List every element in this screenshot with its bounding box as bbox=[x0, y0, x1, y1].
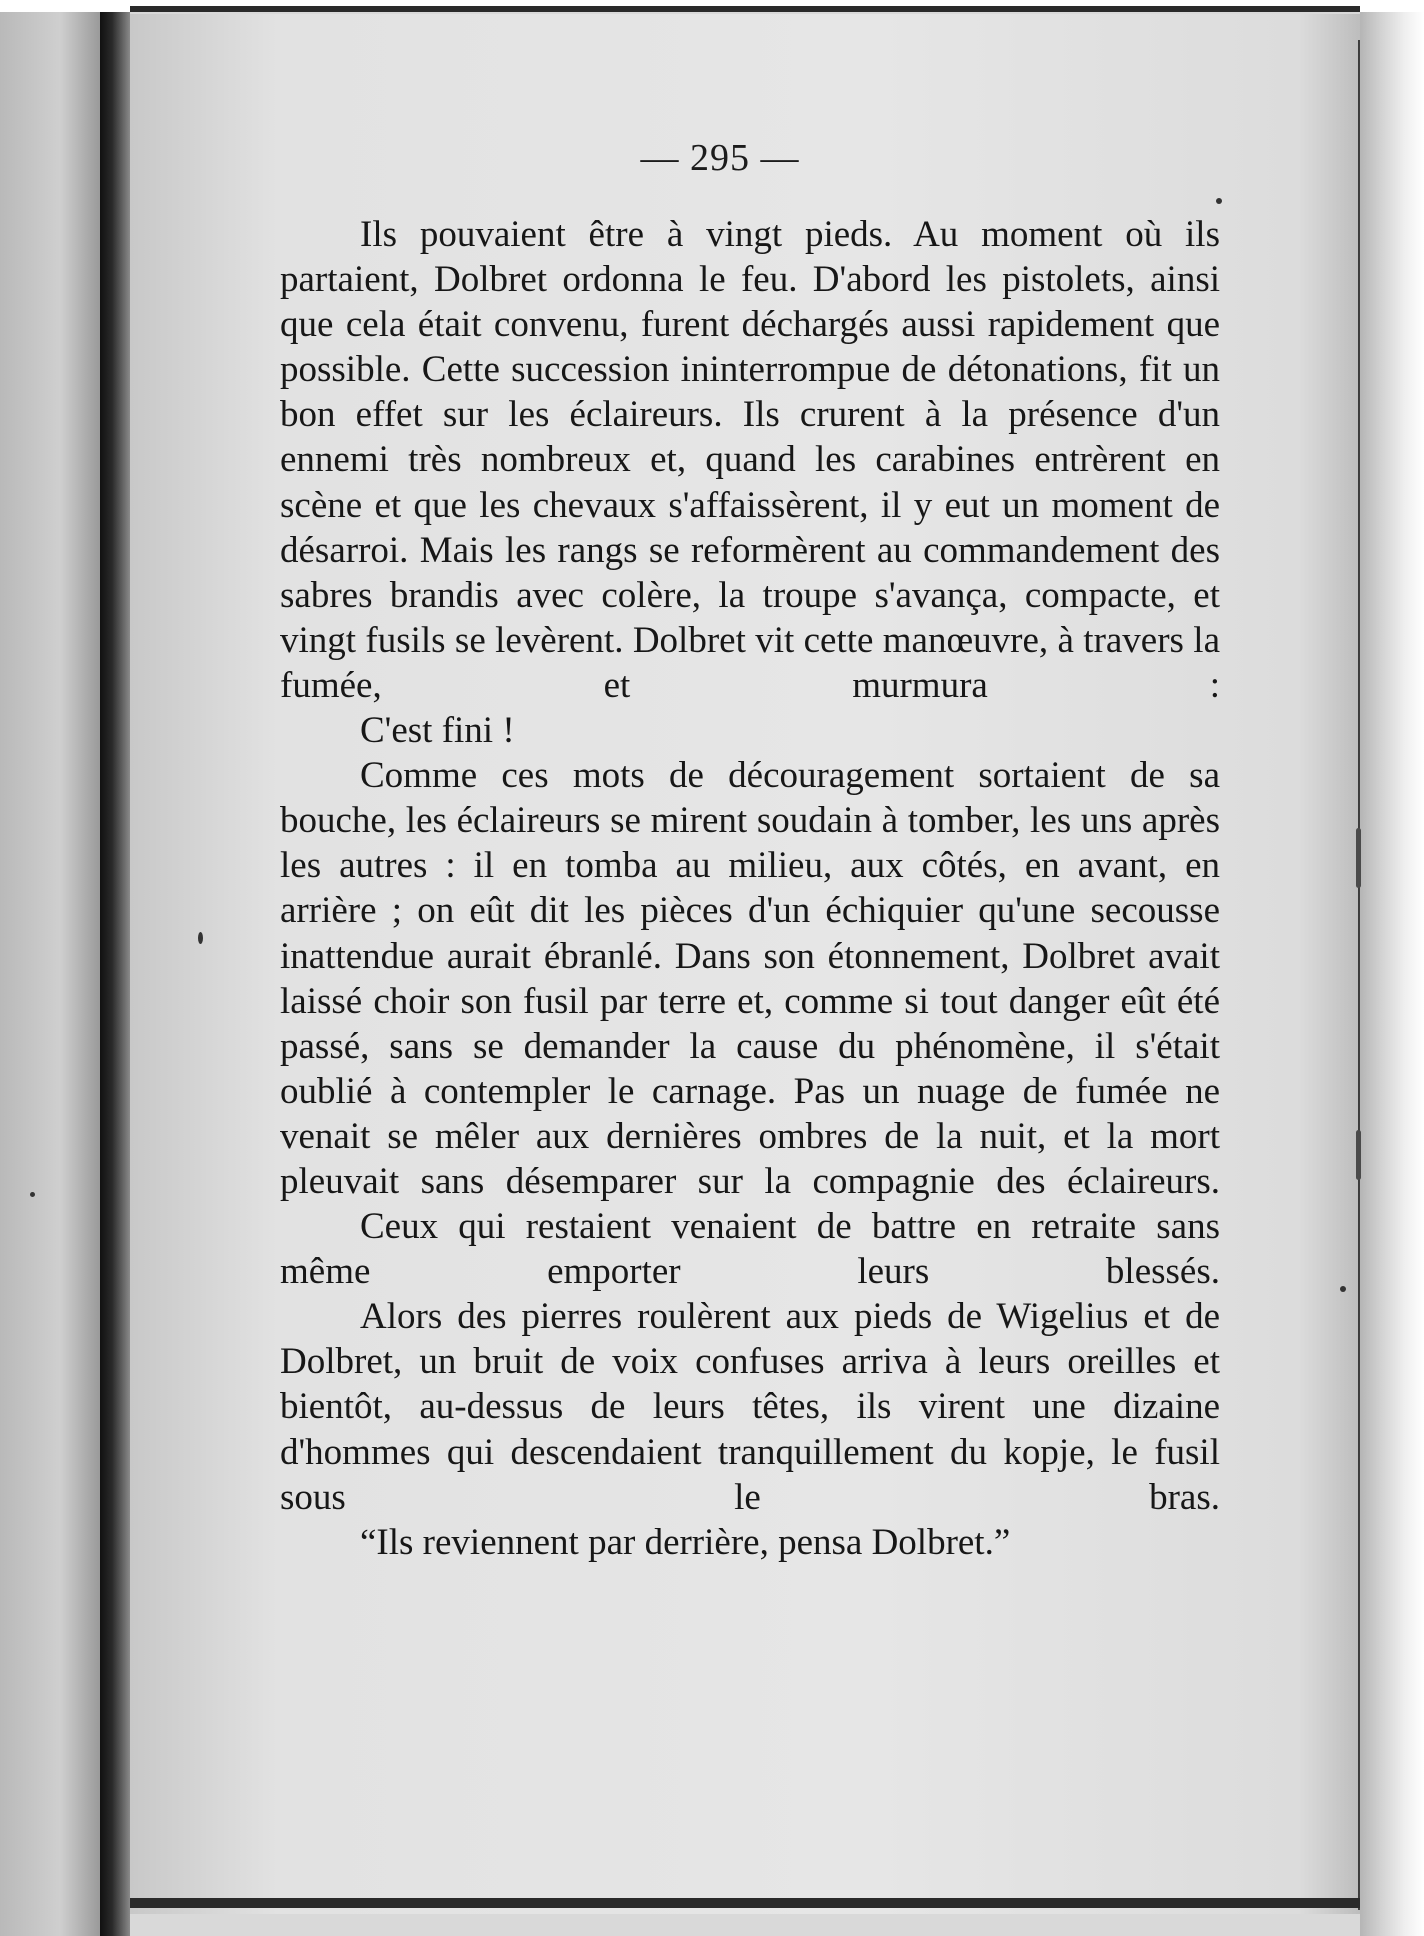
ink-speck bbox=[1340, 1286, 1346, 1292]
paragraph: Alors des pierres roulèrent aux pieds de Wigelius et de Dolbret, un bruit de voix confuses arriva à leurs oreilles et bientôt, au-dessus de leurs têtes, ils virent une dizaine d'hommes qui descendaient tranquillement du kopje, le fusil sous le bras. bbox=[280, 1296, 1220, 1518]
page-bottom-border bbox=[130, 1898, 1360, 1908]
paragraph: Ceux qui restaient venaient de battre en retraite sans même emporter leurs blessés. bbox=[280, 1206, 1220, 1293]
body-text bbox=[280, 212, 1220, 1565]
ink-speck bbox=[198, 932, 203, 944]
ink-speck bbox=[1356, 828, 1361, 888]
ink-speck bbox=[1216, 198, 1222, 204]
book-gutter bbox=[100, 0, 130, 1936]
scan-margin-right bbox=[1360, 0, 1424, 1936]
page-number: — 295 — bbox=[640, 137, 800, 179]
ink-speck bbox=[30, 1192, 35, 1197]
paragraph: C'est fini ! bbox=[360, 710, 515, 752]
paragraph: Ils pouvaient être à vingt pieds. Au moment où ils partaient, Dolbret ordonna le feu. D'abord les pistolets, ainsi que cela était convenu, furent déchargés aussi rapidement que possible. Cette succession ininterrompue de détonations, fit un bon effet sur les éclaireurs. Ils crurent à la présence d'un ennemi très nombreux et, quand les carabines entrèrent en scène et que les chevaux s'affaissèrent, il y eut un moment de désarroi. Mais les rangs se reformèrent au commandement des sabres brandis avec colère, la troupe s'avança, compacte, et vingt fusils se levèrent. Dolbret vit cette manœuvre, à travers la fumée, et murmura : bbox=[280, 214, 1220, 706]
paragraph: “Ils reviennent par derrière, pensa Dolbret.” bbox=[360, 1521, 1011, 1563]
ink-speck bbox=[1356, 1130, 1361, 1180]
paragraph: Comme ces mots de découragement sortaient de sa bouche, les éclaireurs se mirent soudain à tomber, les uns après les autres : il en tomba au milieu, aux côtés, en avant, en arrière ; on eût dit les pièces d'un échiquier qu'une secousse inattendue aurait ébranlé. Dans son étonnement, Dolbret avait laissé choir son fusil par terre et, comme si tout danger eût été passé, sans se demander la cause du phénomène, il s'était oublié à contempler le carnage. Pas un nuage de fumée ne venait se mêler aux dernières ombres de la nuit, et la mort pleuvait sans désemparer sur la compagnie des éclaireurs. bbox=[280, 755, 1220, 1202]
page-top-border bbox=[130, 6, 1360, 12]
previous-page-edge bbox=[0, 0, 100, 1936]
